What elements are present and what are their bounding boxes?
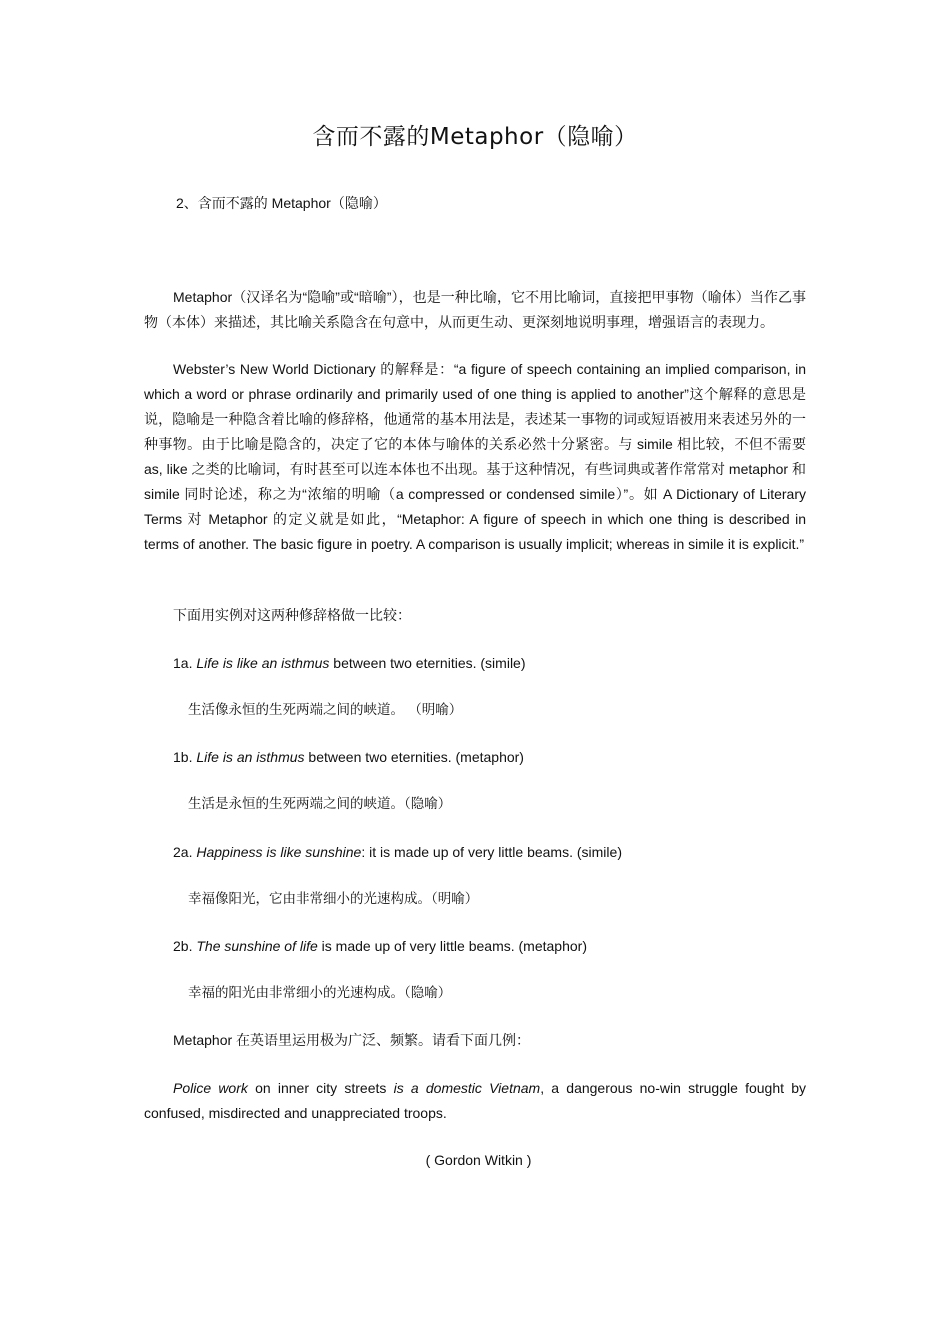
quote-attribution: ( Gordon Witkin )	[425, 1152, 532, 1168]
example-italic: The sunshine of life	[196, 938, 318, 954]
usage-intro: Metaphor 在英语里运用极为广泛、频繁。请看下面几例：	[173, 1032, 531, 1048]
example-1a-translation: 生活像永恒的生死两端之间的峡道。 （明喻）	[188, 702, 463, 718]
example-2b-translation: 幸福的阳光由非常细小的光速构成。（隐喻）	[188, 985, 452, 1001]
example-label: 1b.	[173, 749, 193, 765]
example-label: 2a.	[173, 844, 193, 860]
example-2a	[173, 840, 622, 865]
example-rest: : it is made up of very little beams. (simile)	[361, 844, 622, 860]
quote-italic-start: Police work	[173, 1080, 248, 1096]
page-title: 含而不露的Metaphor（隐喻）	[312, 124, 638, 150]
example-rest: between two eternities. (metaphor)	[304, 749, 524, 765]
example-rest: is made up of very little beams. (metaphor)	[317, 938, 587, 954]
example-1b-translation: 生活是永恒的生死两端之间的峡道。（隐喻）	[188, 796, 452, 812]
example-2b	[173, 934, 587, 959]
example-rest: between two eternities. (simile)	[329, 655, 526, 671]
example-2a-translation: 幸福像阳光，它由非常细小的光速构成。（明喻）	[188, 891, 479, 907]
quote-paragraph	[144, 1076, 806, 1126]
quote-mid: on inner city streets	[247, 1080, 394, 1096]
example-label: 1a.	[173, 655, 193, 671]
example-label: 2b.	[173, 938, 193, 954]
intro-paragraph: Metaphor（汉译名为“隐喻”或“暗喻”），也是一种比喻，它不用比喻词，直接把甲事物（喻体）当作乙事物（本体）来描述，其比喻关系隐含在句意中，从而更生动、更深刻地说明事理，增强语言的表现力。	[144, 289, 806, 330]
quote-end: , a dangerous no-win struggle fought by confused, misdirected and unappreciated troops.	[144, 1080, 806, 1121]
definition-paragraph: Webster’s New World Dictionary 的解释是：“a figure of speech containing an implied comparison, in which a word or phrase ordinarily and primarily used of one thing is applied to another”这个解释的意思是说，隐喻是一种隐含着比喻的修辞格，他通常的基本用法是，表述某一事物的词或短语被用来表述另外的一种事物。由于比喻是隐含的，决定了它的本体与喻体的关系必然十分紧密。与 simile 相比较，不但不需要 as, like 之类的比喻词，有时甚至可以连本体也不出现。基于这种情况，有些词典或著作常常对 metaphor 和 simile 同时论述，称之为“浓缩的明喻（a compressed or condensed simile）”。如 A Dictionary of Literary Terms 对 Metaphor 的定义就是如此，“Metaphor: A figure of speech in which one thing is described in terms of another. The basic figure in poetry. A comparison is usually implicit; whereas in simile it is explicit.”	[144, 361, 806, 552]
quote-italic-mid: is a domestic Vietnam	[393, 1080, 541, 1096]
section-subheading: 2、含而不露的 Metaphor（隐喻）	[176, 195, 387, 211]
comparison-intro: 下面用实例对这两种修辞格做一比较：	[173, 607, 411, 623]
example-italic: Happiness is like sunshine	[196, 844, 362, 860]
example-1b	[173, 745, 524, 770]
example-italic: Life is like an isthmus	[196, 655, 330, 671]
example-italic: Life is an isthmus	[196, 749, 305, 765]
example-1a	[173, 651, 526, 676]
